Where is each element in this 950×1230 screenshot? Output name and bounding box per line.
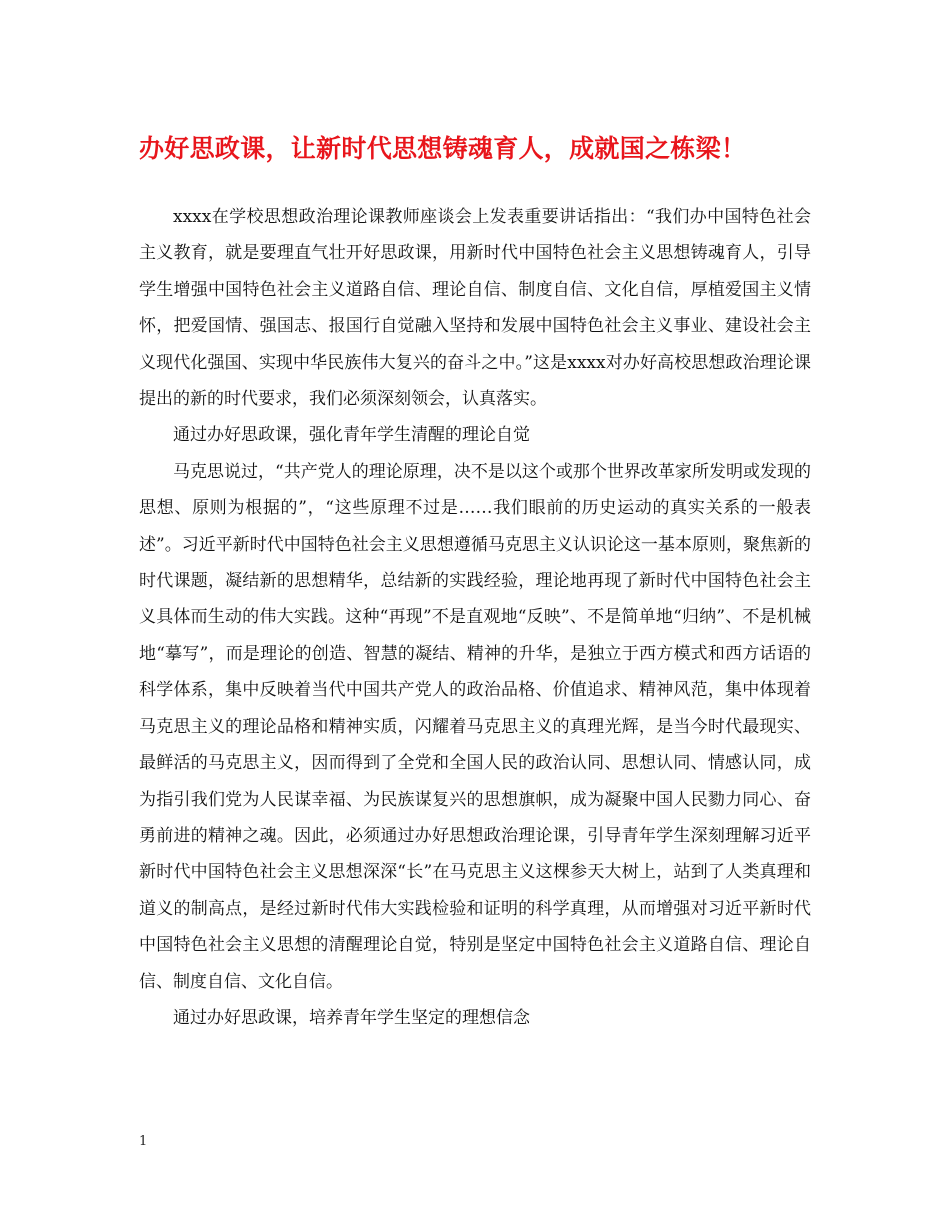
document-body	[139, 199, 811, 1036]
body-paragraph: 马克思说过，“共产党人的理论原理，决不是以这个或那个世界改革家所发明或发现的思想、原则为根据的”，“这些原理不过是……我们眼前的历史运动的真实关系的一般表述”。习近平新时代中国特色社会主义思想遵循马克思主义认识论这一基本原则，聚焦新的时代课题，凝结新的思想精华，总结新的实践经验，理论地再现了新时代中国特色社会主义具体而生动的伟大实践。这种“再现”不是直观地“反映”、不是简单地“归纳”、不是机械地“摹写”，而是理论的创造、智慧的凝结、精神的升华，是独立于西方模式和西方话语的科学体系，集中反映着当代中国共产党人的政治品格、价值追求、精神风范，集中体现着马克思主义的理论品格和精神实质，闪耀着马克思主义的真理光辉，是当今时代最现实、最鲜活的马克思主义，因而得到了全党和全国人民的政治认同、思想认同、情感认同，成为指引我们党为人民谋幸福、为民族谋复兴的思想旗帜，成为凝聚中国人民勠力同心、奋勇前进的精神之魂。因此，必须通过办好思想政治理论课，引导青年学生深刻理解习近平新时代中国特色社会主义思想深深“长”在马克思主义这棵参天大树上，站到了人类真理和道义的制高点，是经过新时代伟大实践检验和证明的科学真理，从而增强对习近平新时代中国特色社会主义思想的清醒理论自觉，特别是坚定中国特色社会主义道路自信、理论自信、制度自信、文化自信。	[139, 461, 811, 992]
document-title: 办好思政课，让新时代思想铸魂育人，成就国之栋梁！	[139, 134, 747, 163]
body-paragraph: xxxx在学校思想政治理论课教师座谈会上发表重要讲话指出：“我们办中国特色社会主义教育，就是要理直气壮开好思政课，用新时代中国特色社会主义思想铸魂育人，引导学生增强中国特色社会主义道路自信、理论自信、制度自信、文化自信，厚植爱国主义情怀，把爱国情、强国志、报国行自觉融入坚持和发展中国特色社会主义事业、建设社会主义现代化强国、实现中华民族伟大复兴的奋斗之中。”这是xxxx对办好高校思想政治理论课提出的新的时代要求，我们必须深刻领会，认真落实。	[139, 207, 811, 410]
page-number: 1	[139, 1134, 148, 1149]
section-heading: 通过办好思政课，培养青年学生坚定的理想信念	[173, 1007, 530, 1028]
section-heading: 通过办好思政课，强化青年学生清醒的理论自觉	[173, 425, 530, 446]
